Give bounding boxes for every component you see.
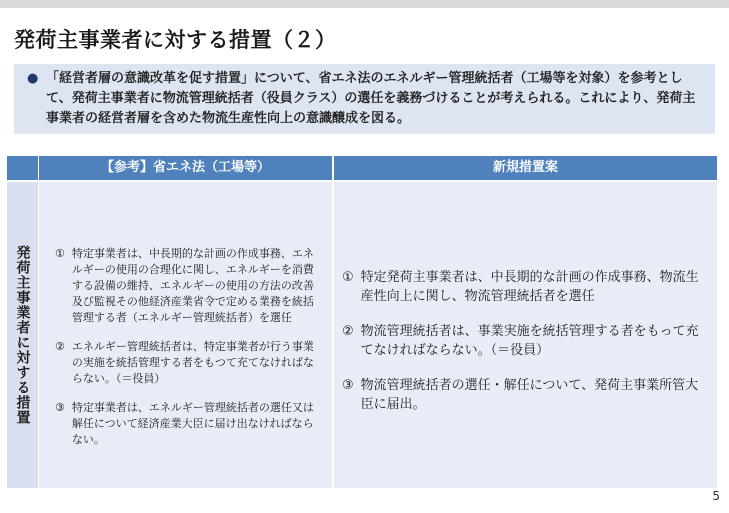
item-number: ① bbox=[55, 247, 65, 260]
summary-box bbox=[14, 64, 715, 134]
header-new-measure: 新規措置案 bbox=[334, 156, 717, 180]
header-corner-cell bbox=[7, 156, 38, 180]
bullet-icon: ● bbox=[27, 71, 39, 86]
new-measure-cell bbox=[334, 182, 717, 488]
item-number: ② bbox=[342, 324, 354, 339]
row-label: 発荷主事業者に対する措置 bbox=[14, 245, 31, 425]
page-title: 発荷主事業者に対する措置（２） bbox=[14, 28, 337, 52]
item-text: 特定発荷主事業者は、中長期的な計画の作成事務、物流生産性向上に関し、物流管理統括者を選任 bbox=[360, 270, 699, 304]
reference-item-1 bbox=[55, 246, 322, 326]
item-number: ③ bbox=[342, 378, 354, 393]
page-number: 5 bbox=[712, 489, 720, 503]
new-item-3 bbox=[342, 376, 709, 414]
reference-item-2 bbox=[55, 339, 322, 387]
item-text: エネルギー管理統括者は、特定事業者が行う事業の実施を統括管理する者をもつて充てなければならない。（＝役員） bbox=[71, 340, 314, 385]
header-reference: 【参考】省エネ法（工場等） bbox=[39, 156, 332, 180]
row-label-cell bbox=[7, 182, 38, 488]
comparison-table bbox=[7, 156, 717, 488]
item-text: 物流管理統括者の選任・解任について、発荷主事業所管大臣に届出。 bbox=[360, 378, 699, 412]
new-item-1 bbox=[342, 268, 709, 306]
top-accent-bar bbox=[0, 0, 729, 8]
new-item-2 bbox=[342, 322, 709, 360]
reference-cell bbox=[39, 182, 332, 488]
item-number: ③ bbox=[55, 401, 65, 414]
item-text: 特定事業者は、中長期的な計画の作成事務、エネルギーの使用の合理化に関し、エネルギーを消費する設備の維持、エネルギーの使用の方法の改善及び監視その他経済産業省令で定める業務を統括管理する者（エネルギー管理統括者）を選任 bbox=[71, 247, 314, 324]
reference-item-3 bbox=[55, 400, 322, 448]
item-text: 物流管理統括者は、事業実施を統括管理する者をもって充てなければならない。（＝役員） bbox=[360, 324, 699, 358]
summary-text: 「経営者層の意識改革を促す措置」について、省エネ法のエネルギー管理統括者（工場等を対象）を参考として、発荷主事業者に物流管理統括者（役員クラス）の選任を義務づけることが考えられる。これにより、発荷主事業者の経営者層を含めた物流生産性向上の意識醸成を図る。 bbox=[46, 71, 696, 126]
item-number: ② bbox=[55, 340, 65, 353]
item-text: 特定事業者は、エネルギー管理統括者の選任又は解任について経済産業大臣に届け出なければならない。 bbox=[71, 401, 314, 446]
item-number: ① bbox=[342, 270, 354, 285]
